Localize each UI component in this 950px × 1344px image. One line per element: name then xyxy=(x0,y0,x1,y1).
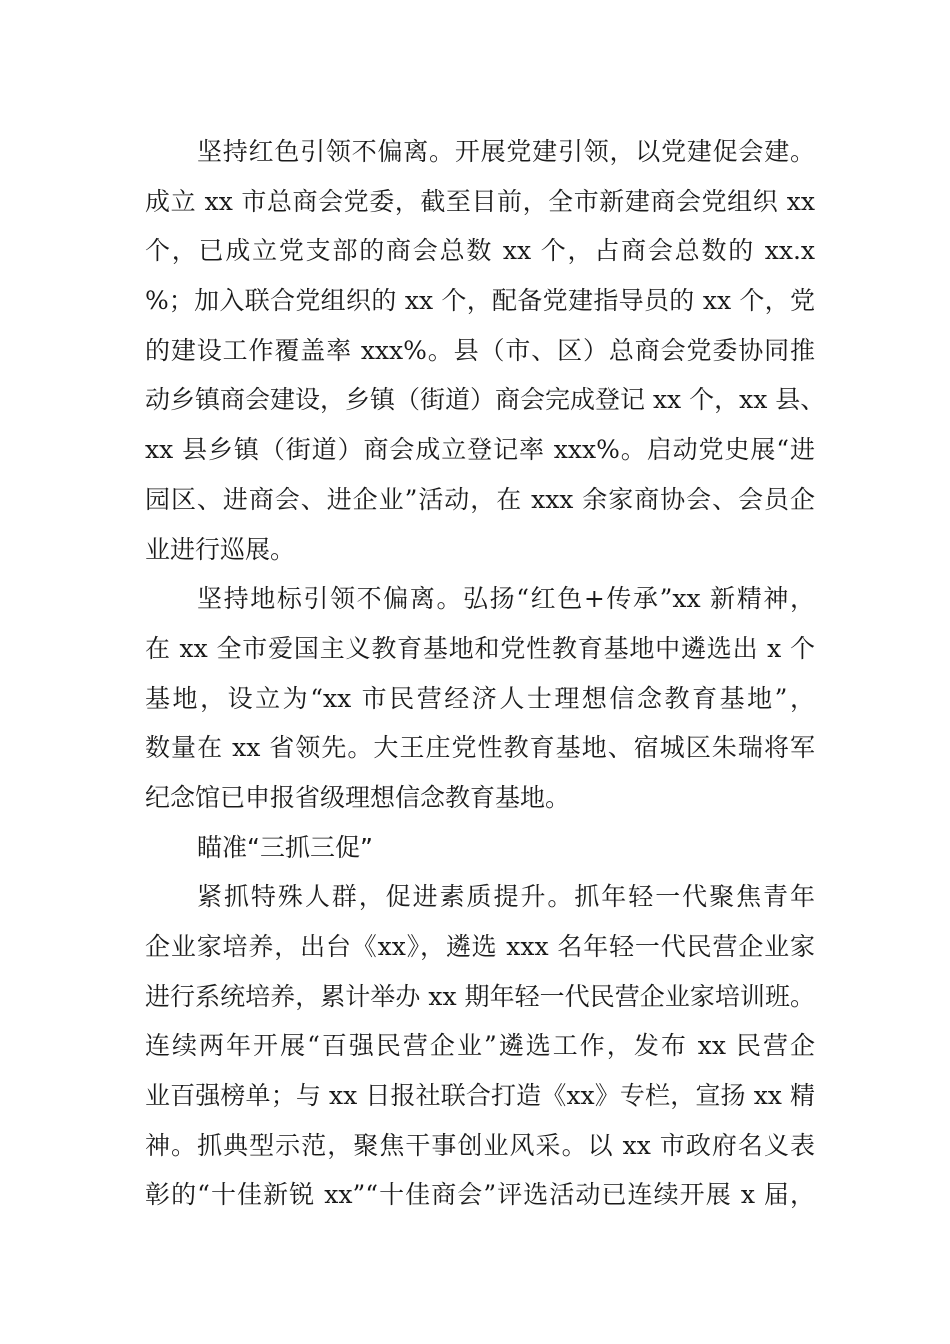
text-line: xx 县乡镇（街道）商会成立登记率 xxx%。启动党史展“进 xyxy=(145,435,815,465)
text-line: 企业家培养，出台《xx》，遴选 xxx 名年轻一代民营企业家 xyxy=(145,932,815,961)
text-line: 园区、进商会、进企业”活动，在 xxx 余家商协会、会员企 xyxy=(145,484,815,514)
text-line: 进行系统培养，累计举办 xx 期年轻一代民营企业家培训班。 xyxy=(145,981,815,1011)
paragraph-special-groups xyxy=(145,872,815,1220)
text-line: 个，已成立党支部的商会总数 xx 个，占商会总数的 xx.x xyxy=(145,236,815,266)
text-line: 神。抓典型示范，聚焦干事创业风采。以 xx 市政府名义表 xyxy=(145,1130,815,1160)
text-line: 业百强榜单；与 xx 日报社联合打造《xx》专栏，宣扬 xx 精 xyxy=(145,1081,815,1111)
text-line: %；加入联合党组织的 xx 个，配备党建指导员的 xx 个，党 xyxy=(145,286,815,316)
section-heading: 瞄准“三抓三促” xyxy=(197,832,373,862)
text-line: 动乡镇商会建设，乡镇（街道）商会完成登记 xx 个，xx 县、 xyxy=(145,385,826,415)
text-line: 紧抓特殊人群，促进素质提升。抓年轻一代聚焦青年 xyxy=(197,882,815,912)
document-body xyxy=(145,127,826,1220)
paragraph-red-leadership xyxy=(145,127,826,574)
text-line: 的建设工作覆盖率 xxx%。县（市、区）总商会党委协同推 xyxy=(145,335,815,365)
paragraph-landmark-leadership xyxy=(145,574,815,822)
text-line: 连续两年开展“百强民营企业”遴选工作，发布 xx 民营企 xyxy=(145,1031,815,1061)
text-line: 彰的“十佳新锐 xx”“十佳商会”评选活动已连续开展 x 届， xyxy=(145,1180,815,1210)
text-line: 在 xx 全市爱国主义教育基地和党性教育基地中遴选出 x 个 xyxy=(145,633,815,663)
text-line: 坚持地标引领不偏离。弘扬“红色+传承”xx 新精神， xyxy=(197,584,815,614)
text-line: 业进行巡展。 xyxy=(145,534,296,564)
text-line: 数量在 xx 省领先。大王庄党性教育基地、宿城区朱瑞将军 xyxy=(145,733,815,763)
text-line: 成立 xx 市总商会党委，截至目前，全市新建商会党组织 xx xyxy=(145,186,815,216)
text-line: 基地，设立为“xx 市民营经济人士理想信念教育基地”， xyxy=(145,683,815,713)
text-line: 纪念馆已申报省级理想信念教育基地。 xyxy=(145,782,571,812)
text-line: 坚持红色引领不偏离。开展党建引领，以党建促会建。 xyxy=(197,137,815,166)
